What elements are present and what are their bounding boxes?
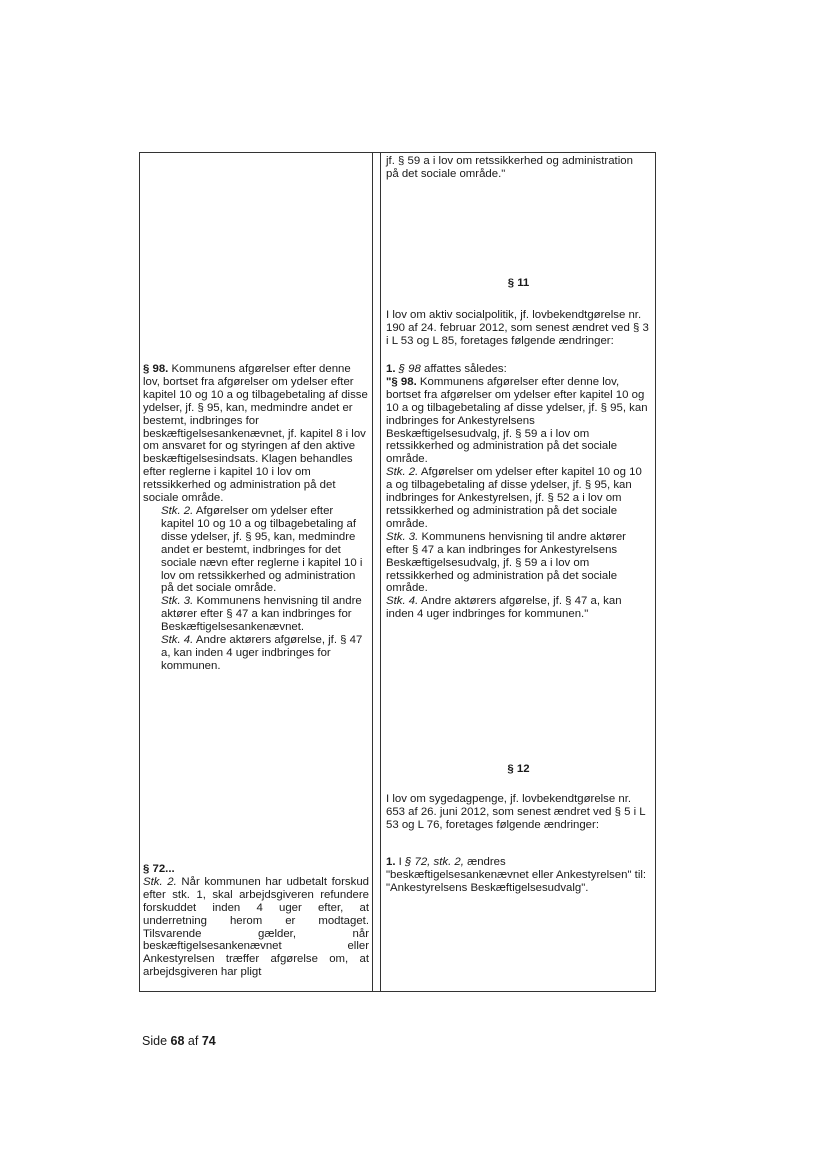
stk-label: Stk. 4.	[161, 634, 194, 647]
section-12-change-1	[386, 856, 651, 895]
stk-text: Når kommunen har udbetalt forskud efter stk. 1, skal arbejdsgiveren refundere forskuddet inden 4 uger efter, at underretning herom er modtaget. Tilsvarende gælder, når beskæftigelsesankenævnet eller Ankestyrelsen træffer afgørelse om, at arbejdsgiveren har pligt	[143, 875, 369, 979]
stk-label: Stk. 3.	[386, 530, 419, 543]
left-98-stk4	[143, 634, 369, 673]
page-footer	[142, 1034, 216, 1048]
stk-text: Andre aktørers afgørelse, jf. § 47 a, kan inden 4 uger indbringes for kommunen."	[386, 595, 622, 621]
left-98-heading: § 98.	[143, 363, 169, 375]
footer-middle: af	[187, 1034, 199, 1048]
change-number: 1.	[386, 363, 396, 375]
stk-text: Kommunens henvisning til andre aktører efter § 47 a kan indbringes for Beskæftigelsesankenævnet.	[161, 595, 362, 634]
new-98-stk3	[386, 531, 651, 596]
stk-text: Andre aktørers afgørelse, jf. § 47 a, kan inden 4 uger indbringes for kommunen.	[161, 634, 363, 672]
stk-text: Afgørelser om ydelser efter kapitel 10 og 10 a og tilbagebetaling af disse ydelser, jf. § 95, kan, medmindre andet er bestemt, indbringes for det sociale nævn efter reglerne i kapitel 10 i lov om retssikkerhed og administration på det sociale område.	[161, 504, 363, 595]
stk-label: Stk. 2.	[161, 504, 194, 517]
stk-text: Kommunens henvisning til andre aktører efter § 47 a kan indbringes for Ankestyrelsens Beskæftigelsesudvalg, jf. § 59 a i lov om retssikkerhed og administration på det sociale område.	[386, 530, 626, 595]
page-total: 74	[201, 1034, 216, 1048]
left-98-p1	[143, 363, 369, 505]
continuation-line: på det sociale område."	[386, 167, 506, 180]
right-continuation	[386, 155, 651, 181]
section-12-heading: § 12	[507, 763, 530, 775]
left-section-72	[143, 863, 369, 979]
page-number: 68	[170, 1034, 185, 1048]
new-98-p1	[386, 376, 651, 466]
left-section-98	[143, 363, 369, 673]
column-divider	[372, 153, 373, 991]
new-98-heading: "§ 98.	[386, 375, 417, 388]
change-ref: § 98	[398, 363, 421, 375]
law-comparison-table	[139, 152, 656, 992]
left-98-stk2	[143, 505, 369, 595]
new-98-p1-text: Kommunens afgørelser efter denne lov, bortset fra afgørelser om ydelser efter kapitel 10 og 10 a og tilbagebetaling af disse ydelser, jf. § 95, kan indbringes for Ankestyrelsens Beskæftigelsesudvalg, jf. § 59 a i lov om retssikkerhed og administration på det sociale område.	[386, 375, 648, 466]
section-11-change-1	[386, 363, 651, 621]
stk-label: Stk. 2.	[143, 875, 177, 888]
change-ref: § 72, stk. 2,	[405, 856, 464, 868]
change-number: 1.	[386, 856, 396, 868]
change-pre: I	[398, 856, 402, 868]
left-72-stk2	[143, 876, 369, 979]
new-98-stk4	[386, 595, 651, 621]
continuation-line: jf. § 59 a i lov om retssikkerhed og administration	[386, 155, 633, 167]
stk-label: Stk. 2.	[386, 466, 419, 479]
section-11-heading: § 11	[507, 277, 530, 289]
section-12-intro: I lov om sygedagpenge, jf. lovbekendtgørelse nr. 653 af 26. juni 2012, som senest ændret ved § 5 i L 53 og L 76, foretages følgende ændringer:	[386, 793, 646, 831]
left-98-stk3	[143, 595, 369, 634]
stk-text: Afgørelser om ydelser efter kapitel 10 og 10 a og tilbagebetaling af disse ydelser, jf. § 95, kan indbringes for Ankestyrelsen, jf. § 52 a i lov om retssikkerhed og administration på det sociale område.	[386, 466, 642, 530]
column-divider	[380, 153, 381, 991]
new-98-stk2	[386, 466, 651, 531]
left-98-p1-text: Kommunens afgørelser efter denne lov, bortset fra afgørelser om ydelser efter kapitel 10 og 10 a og tilbagebetaling af disse ydelser, jf. § 95, kan, medmindre andet er bestemt, indbringes for beskæftigelsesankenævnet, jf. kapitel 8 i lov om ansvaret for og styringen af den aktive beskæftigelsesindsats. Klagen behandles efter reglerne i kapitel 10 i lov om retssikkerhed og administration på det sociale område.	[143, 363, 368, 505]
section-11-intro: I lov om aktiv socialpolitik, jf. lovbekendtgørelse nr. 190 af 24. februar 2012, som senest ændret ved § 3 i L 53 og L 85, foretages følgende ændringer:	[386, 309, 649, 347]
footer-prefix: Side	[142, 1034, 168, 1048]
left-72-heading: § 72...	[143, 863, 175, 875]
stk-label: Stk. 4.	[386, 595, 419, 608]
change-text: ændres "beskæftigelsesankenævnet eller Ankestyrelsen" til: "Ankestyrelsens Beskæftigelsesudvalg".	[386, 856, 647, 894]
change-text: affattes således:	[424, 363, 507, 375]
stk-label: Stk. 3.	[161, 595, 194, 608]
change-1-line	[386, 363, 651, 376]
